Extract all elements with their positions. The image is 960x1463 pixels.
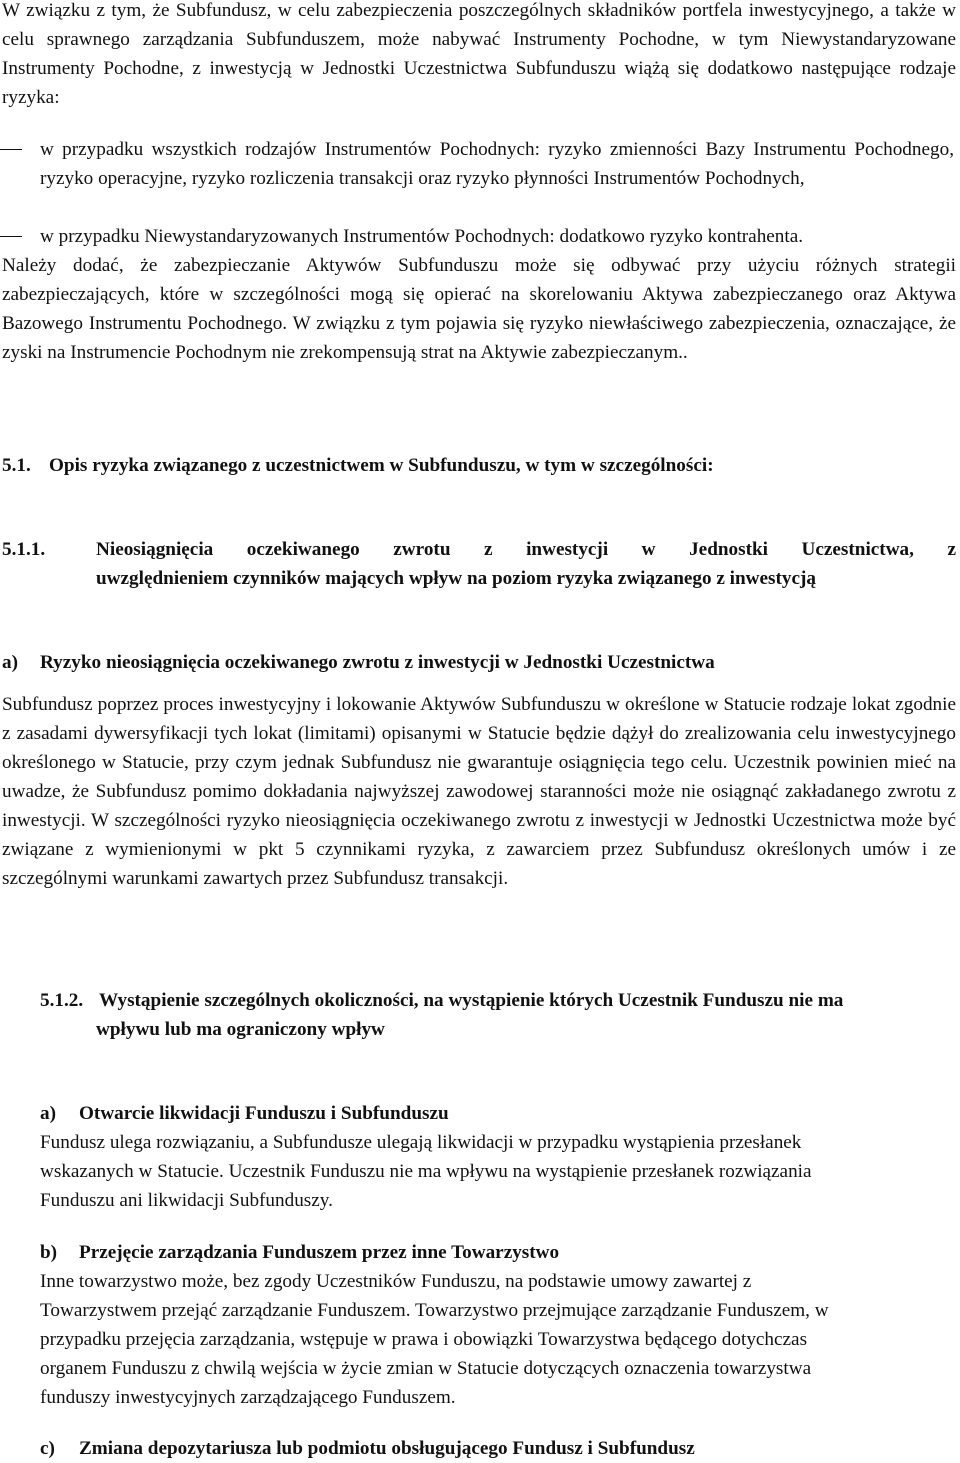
item-text-line: Fundusz ulega rozwiązaniu, a Subfundusze ulegają likwidacji w przypadku wystąpienia przesłanek [40, 1132, 802, 1153]
item-text-line: organem Funduszu z chwilą wejścia w życie zmian w Statucie dotyczących oznaczenia towarzystwa [40, 1358, 812, 1379]
item-text-line: funduszy inwestycyjnych zarządzającego Funduszem. [40, 1387, 456, 1408]
item-text-line: Funduszu ani likwidacji Subfunduszy. [40, 1190, 333, 1211]
section-title: Opis ryzyka związanego z uczestnictwem w Subfunduszu, w tym w szczególności: [49, 455, 714, 476]
dash-bullet-icon [0, 236, 22, 237]
item-text-line: Towarzystwem przejąć zarządzanie Funduszem. Towarzystwo przejmujące zarządzanie Funduszem, w [40, 1300, 829, 1321]
item-marker: c) [40, 1438, 55, 1459]
section-title-line: wpływu lub ma ograniczony wpływ [96, 1019, 385, 1040]
section-number: 5.1.1. [2, 539, 46, 560]
item-a-body: Subfundusz poprzez proces inwestycyjny i lokowanie Aktywów Subfunduszu w określone w Statucie rodzaje lokat zgodnie z zasadami dywersyfikacji tych lokat (limitami) opisanymi w Statucie będzie dążył do zrealizowania celu inwestycyjnego określonego w Statucie, przy czym jednak Subfundusz nie gwarantuje osiągnięcia tego celu. Uczestnik powinien mieć na uwadze, że Subfundusz pomimo dokładania najwyższej zawodowej staranności może nie osiągnąć zakładanego zwrotu z inwestycji. W szczególności ryzyko nieosiągnięcia oczekiwanego zwrotu z inwestycji w Jednostki Uczestnictwa może być związane z wymienionymi w pkt 5 czynnikami ryzyka, z zawarciem przez Subfundusz określonych umów i ze szczególnymi warunkami zawartych przez Subfundusz transakcji. [2, 694, 956, 889]
dash-bullet-icon [0, 149, 22, 150]
bullet-text: w przypadku wszystkich rodzajów Instrumentów Pochodnych: ryzyko zmienności Bazy Instrumentu Pochodnego, ryzyko operacyjne, ryzyko rozliczenia transakcji oraz ryzyko płynności Instrumentów Pochodnych, [40, 139, 954, 189]
item-text-line: przypadku przejęcia zarządzania, wstępuje w prawa i obowiązki Towarzystwa będącego dotychczas [40, 1329, 808, 1350]
item-marker: a) [40, 1103, 56, 1124]
item-title: Ryzyko nieosiągnięcia oczekiwanego zwrotu z inwestycji w Jednostki Uczestnictwa [40, 652, 715, 673]
section-title-line: Nieosiągnięcia oczekiwanego zwrotu z inwestycji w Jednostki Uczestnictwa, z [96, 539, 956, 560]
section-title-line: uwzględnieniem czynników mających wpływ na poziom ryzyka związanego z inwestycją [96, 568, 816, 589]
hedging-paragraph: Należy dodać, że zabezpieczanie Aktywów Subfunduszu może się odbywać przy użyciu różnych strategii zabezpieczających, które w szczególności mogą się opierać na skorelowaniu Aktywa zabezpieczanego oraz Aktywa Bazowego Instrumentu Pochodnego. W związku z tym pojawia się ryzyko niewłaściwego zabezpieczenia, oznaczające, że zyski na Instrumencie Pochodnym nie zrekompensują strat na Aktywie zabezpieczanym.. [2, 255, 956, 363]
bullet-text: w przypadku Niewystandaryzowanych Instrumentów Pochodnych: dodatkowo ryzyko kontrahenta. [40, 226, 804, 247]
item-marker: a) [2, 652, 18, 673]
item-text-line: Inne towarzystwo może, bez zgody Uczestników Funduszu, na podstawie umowy zawartej z [40, 1271, 752, 1292]
section-number: 5.1.2. [40, 990, 84, 1011]
item-title: Otwarcie likwidacji Funduszu i Subfunduszu [79, 1103, 449, 1124]
intro-paragraph: W związku z tym, że Subfundusz, w celu zabezpieczenia poszczególnych składników portfela inwestycyjnego, a także w celu sprawnego zarządzania Subfunduszem, może nabywać Instrumenty Pochodne, w tym Niewystandaryzowane Instrumenty Pochodne, z inwestycją w Jednostki Uczestnictwa Subfunduszu wiążą się dodatkowo następujące rodzaje ryzyka: [2, 0, 956, 108]
section-title-line: Wystąpienie szczególnych okoliczności, na wystąpienie których Uczestnik Funduszu nie ma [99, 990, 844, 1011]
item-marker: b) [40, 1242, 58, 1263]
item-title: Zmiana depozytariusza lub podmiotu obsługującego Fundusz i Subfundusz [79, 1438, 695, 1459]
section-number: 5.1. [2, 455, 31, 476]
item-text-line: wskazanych w Statucie. Uczestnik Funduszu nie ma wpływu na wystąpienie przesłanek rozwiązania [40, 1161, 812, 1182]
item-title: Przejęcie zarządzania Funduszem przez inne Towarzystwo [79, 1242, 560, 1263]
